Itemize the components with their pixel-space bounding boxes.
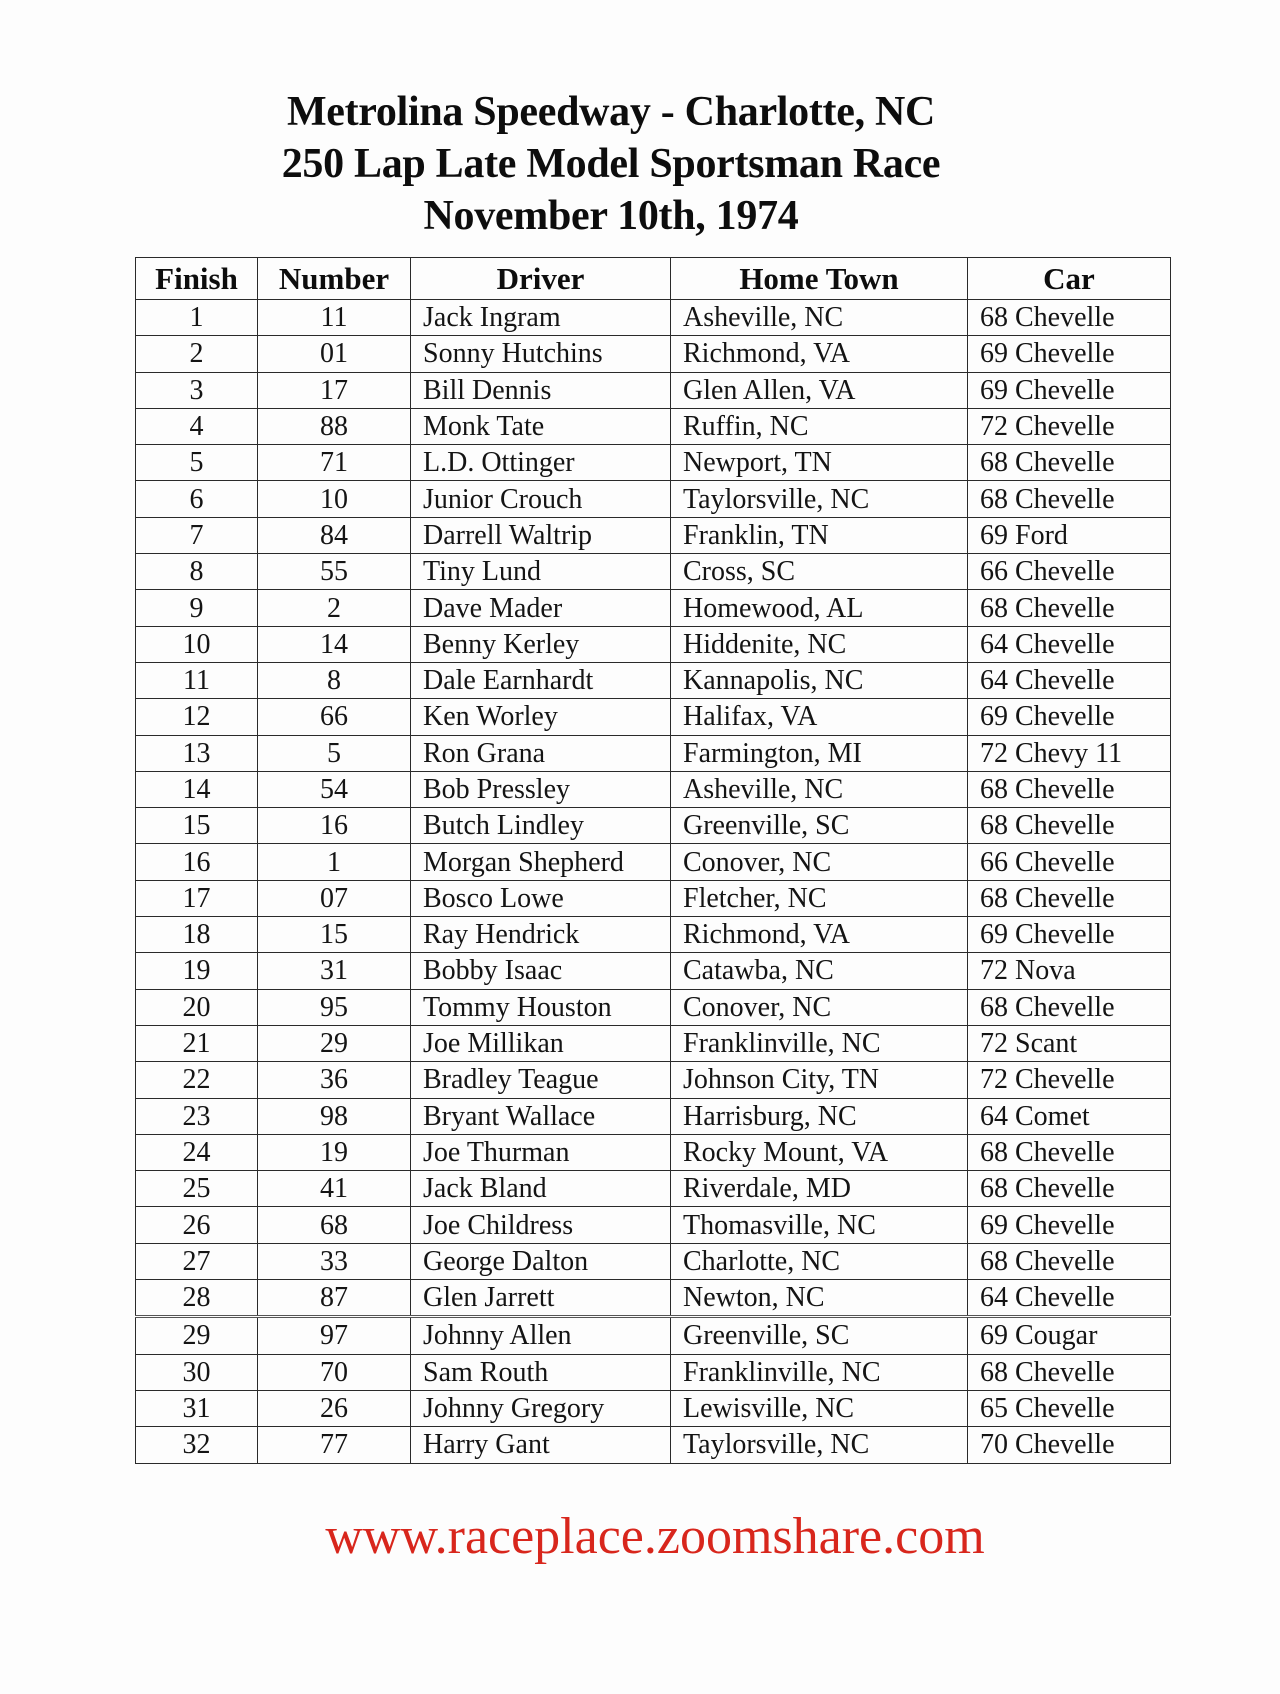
cell-car: 72 Chevelle	[968, 408, 1171, 444]
cell-home-town: Homewood, AL	[671, 590, 968, 626]
document-title	[211, 86, 1011, 242]
cell-finish: 1	[136, 300, 258, 336]
cell-driver: Glen Jarrett	[411, 1280, 671, 1317]
cell-finish: 5	[136, 445, 258, 481]
cell-driver: Tiny Lund	[411, 554, 671, 590]
table-row	[136, 1427, 1171, 1463]
cell-number: 77	[258, 1427, 411, 1463]
cell-number: 26	[258, 1390, 411, 1426]
cell-driver: George Dalton	[411, 1243, 671, 1279]
cell-home-town: Richmond, VA	[671, 917, 968, 953]
table-row	[136, 699, 1171, 735]
cell-driver: Ray Hendrick	[411, 917, 671, 953]
column-header-car: Car	[968, 258, 1171, 300]
table-row	[136, 336, 1171, 372]
cell-number: 17	[258, 372, 411, 408]
cell-home-town: Conover, NC	[671, 989, 968, 1025]
column-header-driver: Driver	[411, 258, 671, 300]
website-url: www.raceplace.zoomshare.com	[325, 1508, 985, 1565]
cell-home-town: Cross, SC	[671, 554, 968, 590]
cell-finish: 13	[136, 735, 258, 771]
cell-driver: Johnny Allen	[411, 1317, 671, 1354]
cell-driver: Joe Millikan	[411, 1025, 671, 1061]
cell-home-town: Johnson City, TN	[671, 1062, 968, 1098]
table-row	[136, 662, 1171, 698]
cell-number: 10	[258, 481, 411, 517]
cell-home-town: Charlotte, NC	[671, 1243, 968, 1279]
table-row	[136, 554, 1171, 590]
results-body	[136, 300, 1171, 1464]
cell-finish: 21	[136, 1025, 258, 1061]
cell-car: 69 Chevelle	[968, 917, 1171, 953]
table-row	[136, 1317, 1171, 1354]
cell-finish: 31	[136, 1390, 258, 1426]
column-header-number: Number	[258, 258, 411, 300]
cell-car: 68 Chevelle	[968, 300, 1171, 336]
cell-finish: 7	[136, 517, 258, 553]
cell-number: 70	[258, 1354, 411, 1390]
cell-driver: Sonny Hutchins	[411, 336, 671, 372]
cell-number: 68	[258, 1207, 411, 1243]
cell-finish: 25	[136, 1171, 258, 1207]
cell-home-town: Thomasville, NC	[671, 1207, 968, 1243]
column-header-finish: Finish	[136, 258, 258, 300]
cell-driver: Jack Ingram	[411, 300, 671, 336]
cell-car: 69 Chevelle	[968, 372, 1171, 408]
cell-car: 68 Chevelle	[968, 1134, 1171, 1170]
cell-driver: Benny Kerley	[411, 626, 671, 662]
cell-car: 68 Chevelle	[968, 989, 1171, 1025]
table-row	[136, 1243, 1171, 1279]
cell-number: 1	[258, 844, 411, 880]
cell-home-town: Franklinville, NC	[671, 1025, 968, 1061]
cell-car: 70 Chevelle	[968, 1427, 1171, 1463]
cell-car: 64 Chevelle	[968, 1280, 1171, 1317]
cell-number: 54	[258, 771, 411, 807]
cell-car: 64 Chevelle	[968, 626, 1171, 662]
cell-number: 11	[258, 300, 411, 336]
cell-car: 68 Chevelle	[968, 590, 1171, 626]
cell-number: 36	[258, 1062, 411, 1098]
table-row	[136, 735, 1171, 771]
cell-number: 31	[258, 953, 411, 989]
cell-driver: Bryant Wallace	[411, 1098, 671, 1134]
cell-car: 72 Scant	[968, 1025, 1171, 1061]
cell-number: 16	[258, 808, 411, 844]
cell-number: 87	[258, 1280, 411, 1317]
cell-home-town: Conover, NC	[671, 844, 968, 880]
table-row	[136, 408, 1171, 444]
cell-number: 14	[258, 626, 411, 662]
cell-finish: 4	[136, 408, 258, 444]
cell-number: 29	[258, 1025, 411, 1061]
cell-driver: Harry Gant	[411, 1427, 671, 1463]
cell-number: 5	[258, 735, 411, 771]
cell-car: 69 Chevelle	[968, 1207, 1171, 1243]
table-row	[136, 1207, 1171, 1243]
cell-finish: 24	[136, 1134, 258, 1170]
cell-number: 19	[258, 1134, 411, 1170]
cell-driver: Junior Crouch	[411, 481, 671, 517]
cell-home-town: Lewisville, NC	[671, 1390, 968, 1426]
cell-home-town: Franklin, TN	[671, 517, 968, 553]
cell-finish: 18	[136, 917, 258, 953]
table-row	[136, 1171, 1171, 1207]
cell-number: 8	[258, 662, 411, 698]
cell-car: 68 Chevelle	[968, 481, 1171, 517]
cell-home-town: Fletcher, NC	[671, 880, 968, 916]
cell-car: 68 Chevelle	[968, 771, 1171, 807]
cell-number: 15	[258, 917, 411, 953]
cell-finish: 2	[136, 336, 258, 372]
cell-home-town: Farmington, MI	[671, 735, 968, 771]
cell-home-town: Newport, TN	[671, 445, 968, 481]
cell-finish: 20	[136, 989, 258, 1025]
cell-driver: Darrell Waltrip	[411, 517, 671, 553]
cell-home-town: Kannapolis, NC	[671, 662, 968, 698]
table-row	[136, 626, 1171, 662]
cell-finish: 14	[136, 771, 258, 807]
cell-finish: 32	[136, 1427, 258, 1463]
cell-home-town: Greenville, SC	[671, 1317, 968, 1354]
cell-driver: Joe Childress	[411, 1207, 671, 1243]
cell-driver: Tommy Houston	[411, 989, 671, 1025]
cell-home-town: Taylorsville, NC	[671, 481, 968, 517]
cell-car: 64 Chevelle	[968, 662, 1171, 698]
cell-home-town: Rocky Mount, VA	[671, 1134, 968, 1170]
cell-finish: 22	[136, 1062, 258, 1098]
cell-car: 68 Chevelle	[968, 1243, 1171, 1279]
cell-number: 33	[258, 1243, 411, 1279]
cell-finish: 16	[136, 844, 258, 880]
table-row	[136, 300, 1171, 336]
cell-driver: Bradley Teague	[411, 1062, 671, 1098]
cell-number: 98	[258, 1098, 411, 1134]
table-row	[136, 1390, 1171, 1426]
cell-driver: Bill Dennis	[411, 372, 671, 408]
cell-number: 97	[258, 1317, 411, 1354]
cell-driver: Butch Lindley	[411, 808, 671, 844]
cell-home-town: Richmond, VA	[671, 336, 968, 372]
cell-finish: 8	[136, 554, 258, 590]
cell-home-town: Halifax, VA	[671, 699, 968, 735]
cell-number: 66	[258, 699, 411, 735]
cell-home-town: Glen Allen, VA	[671, 372, 968, 408]
cell-car: 68 Chevelle	[968, 1354, 1171, 1390]
cell-home-town: Catawba, NC	[671, 953, 968, 989]
cell-home-town: Riverdale, MD	[671, 1171, 968, 1207]
cell-finish: 26	[136, 1207, 258, 1243]
table-row	[136, 445, 1171, 481]
table-row	[136, 481, 1171, 517]
table-row	[136, 1062, 1171, 1098]
table-header-row	[136, 258, 1171, 300]
cell-finish: 28	[136, 1280, 258, 1317]
title-track: Metrolina Speedway - Charlotte, NC	[286, 89, 936, 135]
cell-car: 72 Chevelle	[968, 1062, 1171, 1098]
cell-finish: 9	[136, 590, 258, 626]
table-row	[136, 771, 1171, 807]
cell-driver: Sam Routh	[411, 1354, 671, 1390]
cell-finish: 29	[136, 1317, 258, 1354]
cell-car: 68 Chevelle	[968, 880, 1171, 916]
cell-number: 41	[258, 1171, 411, 1207]
cell-home-town: Ruffin, NC	[671, 408, 968, 444]
cell-car: 69 Cougar	[968, 1317, 1171, 1354]
cell-home-town: Harrisburg, NC	[671, 1098, 968, 1134]
table-row	[136, 953, 1171, 989]
cell-number: 71	[258, 445, 411, 481]
table-row	[136, 880, 1171, 916]
column-header-home-town: Home Town	[671, 258, 968, 300]
cell-finish: 15	[136, 808, 258, 844]
table-row	[136, 517, 1171, 553]
cell-driver: Morgan Shepherd	[411, 844, 671, 880]
cell-home-town: Franklinville, NC	[671, 1354, 968, 1390]
cell-car: 66 Chevelle	[968, 554, 1171, 590]
cell-finish: 3	[136, 372, 258, 408]
cell-finish: 27	[136, 1243, 258, 1279]
table-row	[136, 1280, 1171, 1317]
cell-car: 66 Chevelle	[968, 844, 1171, 880]
cell-car: 72 Chevy 11	[968, 735, 1171, 771]
cell-number: 84	[258, 517, 411, 553]
cell-finish: 23	[136, 1098, 258, 1134]
title-date: November 10th, 1974	[423, 193, 799, 239]
cell-car: 68 Chevelle	[968, 808, 1171, 844]
title-race: 250 Lap Late Model Sportsman Race	[281, 141, 941, 187]
results-table	[135, 257, 1171, 1464]
cell-number: 07	[258, 880, 411, 916]
table-row	[136, 590, 1171, 626]
cell-finish: 30	[136, 1354, 258, 1390]
cell-driver: Monk Tate	[411, 408, 671, 444]
cell-car: 69 Ford	[968, 517, 1171, 553]
table-row	[136, 1134, 1171, 1170]
cell-number: 55	[258, 554, 411, 590]
table-row	[136, 1354, 1171, 1390]
cell-number: 2	[258, 590, 411, 626]
cell-home-town: Asheville, NC	[671, 300, 968, 336]
cell-driver: Bob Pressley	[411, 771, 671, 807]
cell-car: 65 Chevelle	[968, 1390, 1171, 1426]
cell-driver: Bobby Isaac	[411, 953, 671, 989]
table-row	[136, 989, 1171, 1025]
cell-car: 68 Chevelle	[968, 1171, 1171, 1207]
cell-number: 95	[258, 989, 411, 1025]
cell-home-town: Taylorsville, NC	[671, 1427, 968, 1463]
cell-finish: 19	[136, 953, 258, 989]
table-row	[136, 1025, 1171, 1061]
cell-driver: Bosco Lowe	[411, 880, 671, 916]
cell-finish: 17	[136, 880, 258, 916]
cell-number: 88	[258, 408, 411, 444]
cell-number: 01	[258, 336, 411, 372]
cell-car: 72 Nova	[968, 953, 1171, 989]
cell-home-town: Greenville, SC	[671, 808, 968, 844]
cell-driver: Ron Grana	[411, 735, 671, 771]
table-row	[136, 1098, 1171, 1134]
table-row	[136, 808, 1171, 844]
cell-car: 69 Chevelle	[968, 336, 1171, 372]
cell-finish: 12	[136, 699, 258, 735]
cell-driver: L.D. Ottinger	[411, 445, 671, 481]
cell-finish: 6	[136, 481, 258, 517]
cell-home-town: Newton, NC	[671, 1280, 968, 1317]
table-row	[136, 372, 1171, 408]
cell-car: 69 Chevelle	[968, 699, 1171, 735]
cell-driver: Jack Bland	[411, 1171, 671, 1207]
table-row	[136, 917, 1171, 953]
cell-driver: Joe Thurman	[411, 1134, 671, 1170]
cell-driver: Johnny Gregory	[411, 1390, 671, 1426]
table-row	[136, 844, 1171, 880]
cell-driver: Dave Mader	[411, 590, 671, 626]
cell-car: 64 Comet	[968, 1098, 1171, 1134]
cell-driver: Ken Worley	[411, 699, 671, 735]
cell-driver: Dale Earnhardt	[411, 662, 671, 698]
cell-home-town: Hiddenite, NC	[671, 626, 968, 662]
cell-car: 68 Chevelle	[968, 445, 1171, 481]
cell-finish: 11	[136, 662, 258, 698]
cell-home-town: Asheville, NC	[671, 771, 968, 807]
cell-finish: 10	[136, 626, 258, 662]
